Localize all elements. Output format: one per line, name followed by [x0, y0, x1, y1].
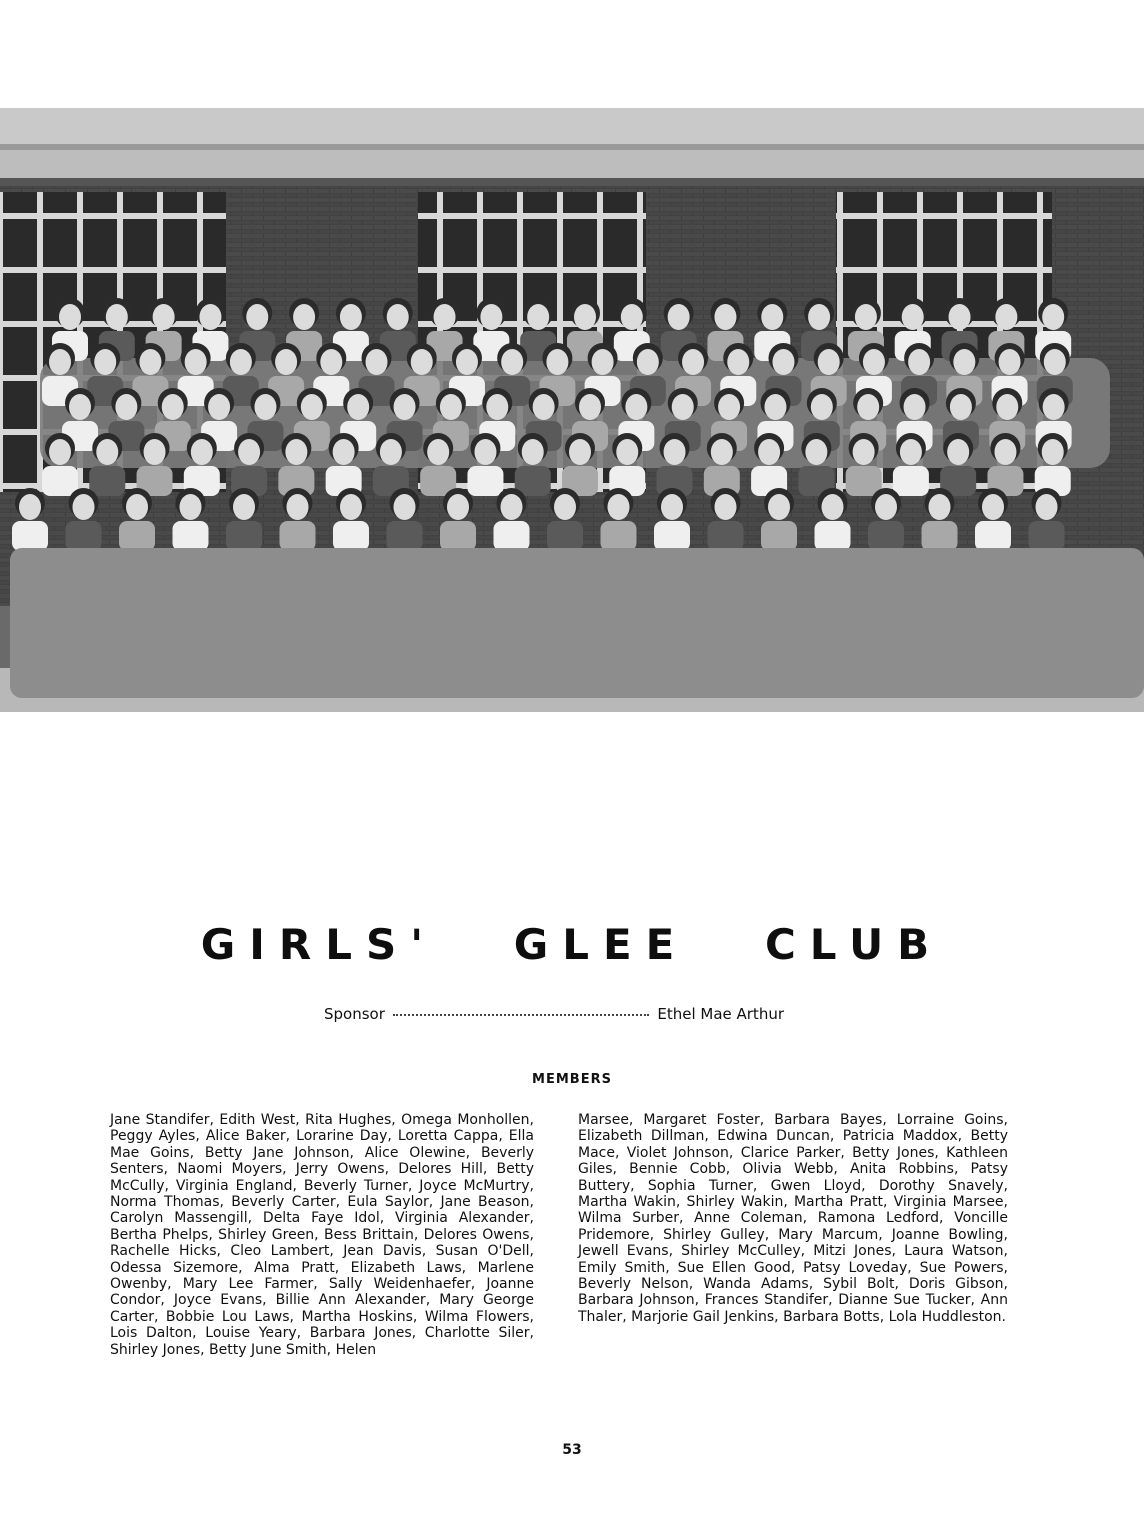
members-list-left: Jane Standifer, Edith West, Rita Hughes, Omega Monhollen, Peggy Ayles, Alice Baker, Lorarine Day, Loretta Cappa, Ella Mae Goins, Betty Jane Johnson, Alice Olewine, Beverly Senters, Naomi Moyers, Jerry Owens, Delores Hill, Betty McCully, Virginia England, Beverly Turner, Joyce McMurtry, Norma Thomas, Beverly Carter, Eula Saylor, Jane Beason, Carolyn Massengill, Delta Faye Idol, Virginia Alexander, Bertha Phelps, Shirley Green, Bess Brittain, Delores Owens, Rachelle Hicks, Cleo Lambert, Jean Davis, Susan O'Dell, Odessa Sizemore, Alma Pratt, Elizabeth Laws, Marlene Owenby, Mary Lee Farmer, Sally Weidenhaefer, Joanne Condor, Joyce Evans, Billie Ann Alexander, Mary George Carter, Bobbie Lou Laws, Martha Hoskins, Wilma Flowers, Lois Dalton, Louise Yeary, Barbara Jones, Charlotte Siler, Shirley Jones, Betty June Smith, Helen [110, 1112, 534, 1358]
page-title [0, 920, 1144, 969]
group-photo [0, 108, 1144, 712]
members-heading: MEMBERS [532, 1072, 612, 1087]
page-number: 53 [562, 1442, 582, 1458]
dot-leader [393, 1013, 649, 1016]
sponsor-label: Sponsor [324, 1005, 385, 1023]
sponsor-name: Ethel Mae Arthur [657, 1005, 784, 1023]
members-list-right: Marsee, Margaret Foster, Barbara Bayes, Lorraine Goins, Elizabeth Dillman, Edwina Duncan, Patricia Maddox, Betty Mace, Violet Johnson, Clarice Parker, Betty Jones, Kathleen Giles, Bennie Cobb, Olivia Webb, Anita Robbins, Patsy Buttery, Sophia Turner, Gwen Lloyd, Dorothy Snavely, Martha Wakin, Shirley Wakin, Martha Pratt, Virginia Marsee, Wilma Surber, Anne Coleman, Ramona Ledford, Voncille Pridemore, Shirley Gulley, Mary Marcum, Joanne Bowling, Jewell Evans, Shirley McCulley, Mitzi Jones, Laura Watson, Emily Smith, Sue Ellen Good, Patsy Loveday, Sue Powers, Beverly Nelson, Wanda Adams, Sybil Bolt, Doris Gibson, Barbara Johnson, Frances Standifer, Dianne Sue Tucker, Ann Thaler, Marjorie Gail Jenkins, Barbara Botts, Lola Huddleston. [578, 1112, 1008, 1325]
sponsor-line [324, 1005, 784, 1023]
title-word-3: CLUB [764, 920, 944, 969]
title-word-2: GLEE [513, 920, 689, 969]
title-word-1: GIRLS' [200, 920, 438, 969]
